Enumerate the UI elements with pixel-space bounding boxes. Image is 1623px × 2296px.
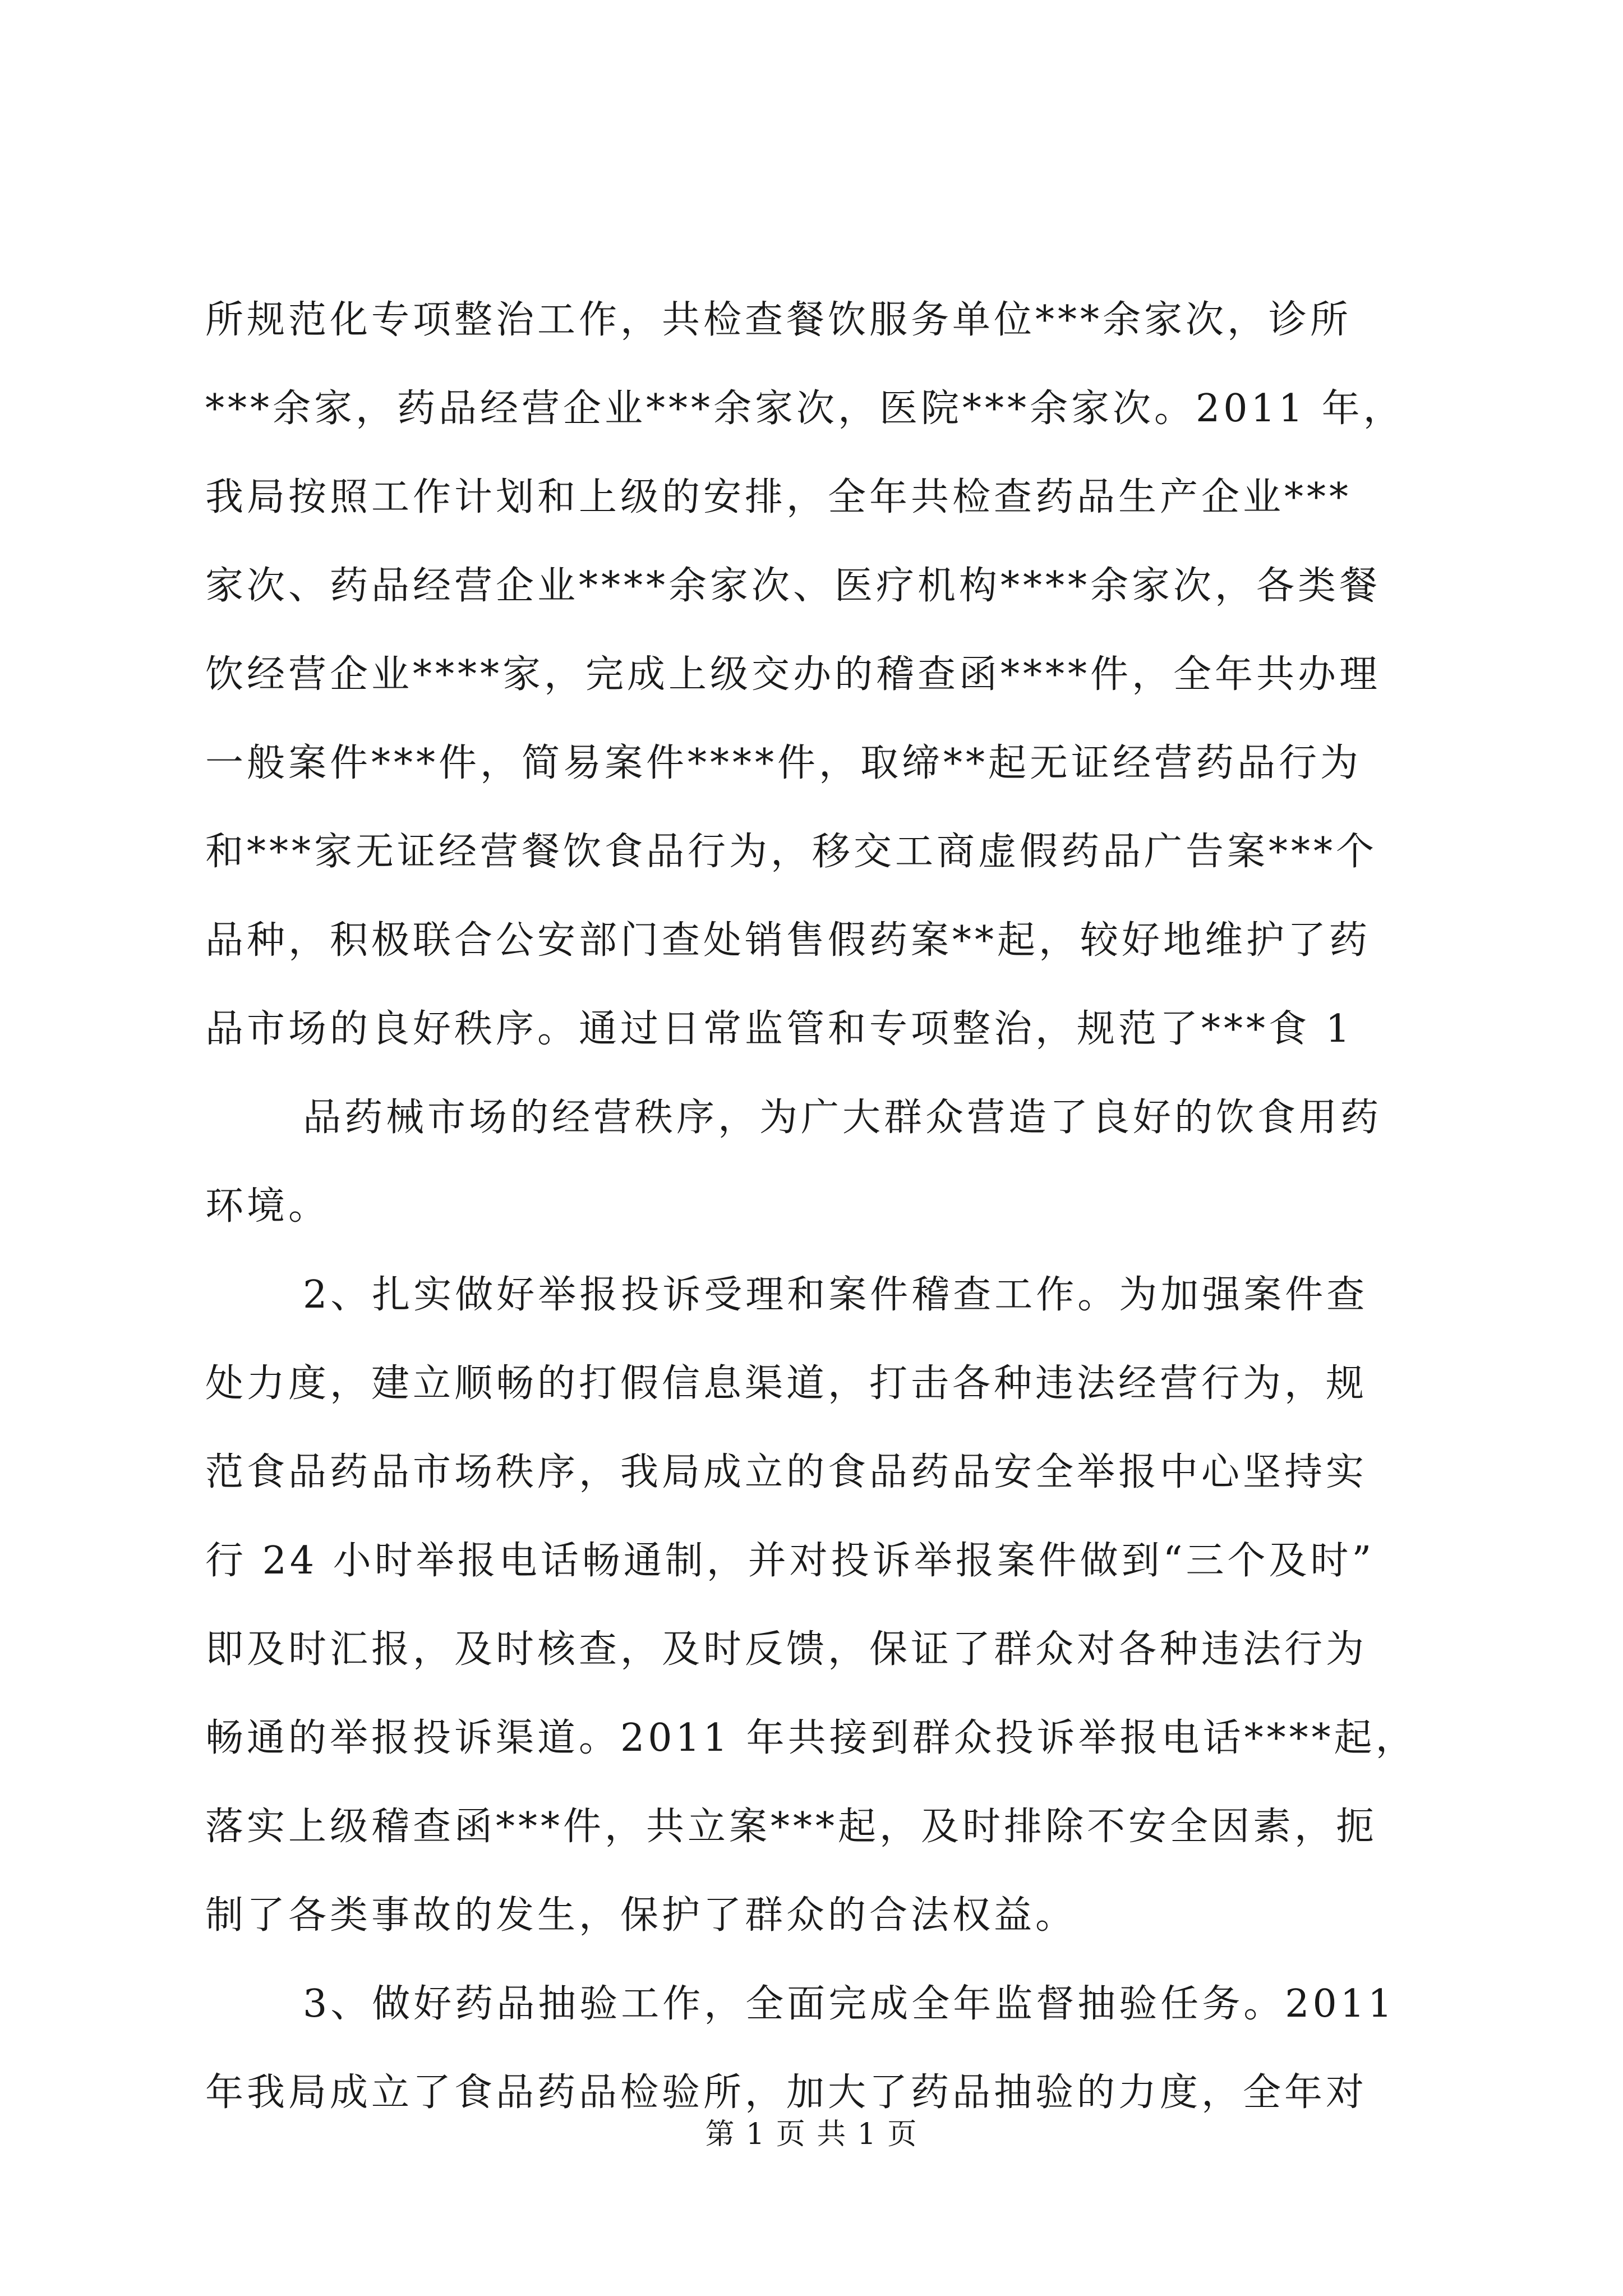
page-footer: 第 1 页 共 1 页 bbox=[705, 2118, 918, 2151]
text-line: 即及时汇报，及时核查，及时反馈，保证了群众对各种违法行为 bbox=[205, 1627, 1368, 1672]
text-line: 处力度，建立顺畅的打假信息渠道，打击各种违法经营行为，规 bbox=[205, 1361, 1368, 1406]
text-line: 和***家无证经营餐饮食品行为，移交工商虚假药品广告案***个 bbox=[205, 830, 1378, 874]
text-line: 品市场的良好秩序。通过日常监管和专项整治，规范了***食 1 bbox=[205, 1007, 1353, 1051]
text-line: 范食品药品市场秩序，我局成立的食品药品安全举报中心坚持实 bbox=[205, 1450, 1368, 1494]
text-line: 饮经营企业****家，完成上级交办的稽查函****件，全年共办理 bbox=[205, 652, 1381, 697]
text-line: 家次、药品经营企业****余家次、医疗机构****余家次，各类餐 bbox=[205, 564, 1381, 608]
text-line: 品种，积极联合公安部门查处销售假药案**起，较好地维护了药 bbox=[205, 918, 1371, 963]
text-line: 3、做好药品抽验工作，全面完成全年监督抽验任务。2011 bbox=[303, 1982, 1396, 2026]
text-line: 我局按照工作计划和上级的安排，全年共检查药品生产企业*** bbox=[205, 475, 1352, 519]
text-line: 畅通的举报投诉渠道。2011 年共接到群众投诉举报电话****起， bbox=[205, 1716, 1417, 1760]
text-line: 一般案件***件，简易案件****件，取缔**起无证经营药品行为 bbox=[205, 741, 1362, 785]
text-line: 品药械市场的经营秩序，为广大群众营造了良好的饮食用药 bbox=[303, 1096, 1382, 1140]
text-line: 所规范化专项整治工作，共检查餐饮服务单位***余家次，诊所 bbox=[205, 298, 1352, 342]
text-line: 行 24 小时举报电话畅通制，并对投诉举报案件做到“三个及时” bbox=[205, 1539, 1375, 1583]
text-line: ***余家，药品经营企业***余家次，医院***余家次。2011 年， bbox=[205, 386, 1405, 431]
text-line: 环境。 bbox=[205, 1184, 330, 1228]
text-line: 制了各类事故的发生，保护了群众的合法权益。 bbox=[205, 1893, 1077, 1938]
text-line: 落实上级稽查函***件，共立案***起，及时排除不安全因素，扼 bbox=[205, 1805, 1378, 1849]
text-line: 2、扎实做好举报投诉受理和案件稽查工作。为加强案件查 bbox=[303, 1273, 1368, 1317]
text-line: 年我局成立了食品药品检验所，加大了药品抽验的力度，全年对 bbox=[205, 2070, 1368, 2115]
